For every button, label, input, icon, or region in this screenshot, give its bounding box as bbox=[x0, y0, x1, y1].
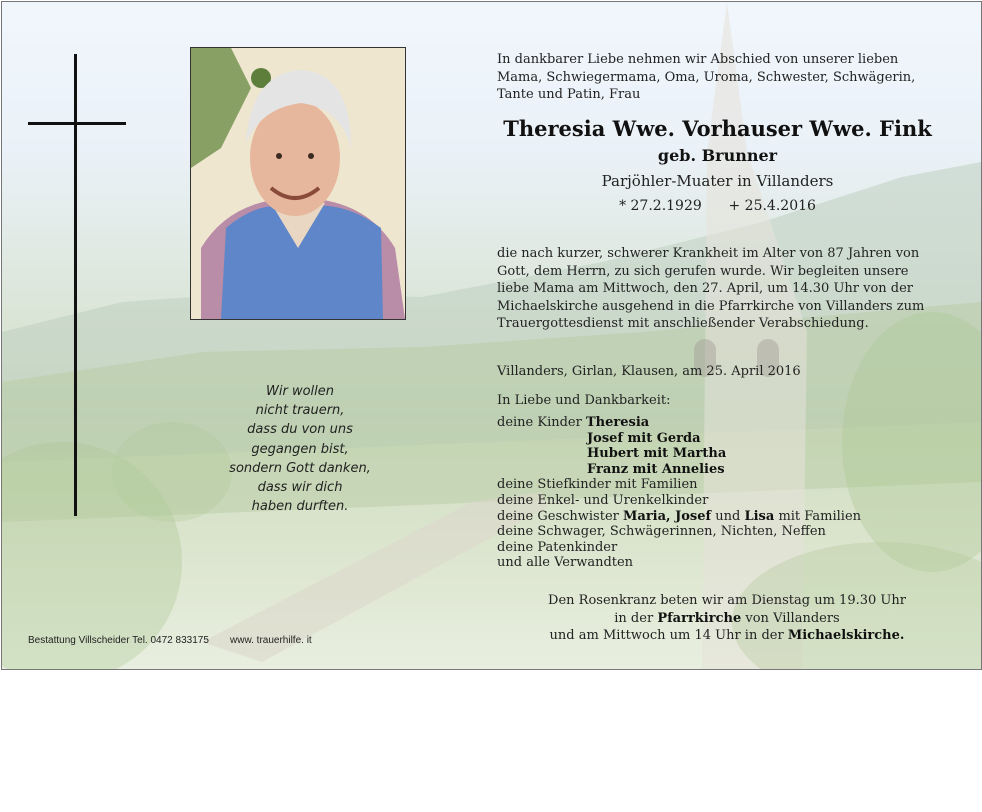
family-children-row bbox=[497, 446, 861, 462]
family-children-row bbox=[497, 462, 861, 478]
rosary-notice: Den Rosenkranz beten wir am Dienstag um 19.30 Uhr in der Pfarrkirche von Villanders und am Mittwoch um 14 Uhr in der Michaelskirche. bbox=[548, 593, 906, 643]
portrait-photo bbox=[190, 47, 406, 320]
family-grandchildren: deine Enkel- und Urenkelkinder bbox=[497, 492, 709, 508]
child-name: Hubert mit Martha bbox=[587, 446, 727, 462]
life-dates: * 27.2.1929 + 25.4.2016 bbox=[619, 198, 816, 214]
child-name: Franz mit Annelies bbox=[587, 461, 725, 477]
family-siblings: deine Geschwister Maria, Josef und Lisa mit Familien bbox=[497, 508, 862, 524]
in-liebe-heading: In Liebe und Dankbarkeit: bbox=[497, 393, 671, 408]
place-date: Villanders, Girlan, Klausen, am 25. April 2016 bbox=[497, 364, 801, 379]
poem-line: gegangen bist, bbox=[251, 441, 349, 457]
poem-line: sondern Gott danken, bbox=[229, 460, 371, 476]
family-children-row: deine Kinder Theresia bbox=[497, 415, 650, 430]
undertaker-contact: Bestattung Villscheider Tel. 0472 833175 bbox=[28, 635, 209, 646]
family-godchildren: deine Patenkinder bbox=[497, 539, 618, 555]
birth-name: geb. Brunner bbox=[657, 146, 778, 165]
poem-line: haben durften. bbox=[251, 499, 349, 515]
poem bbox=[190, 382, 410, 516]
announcement-text: die nach kurzer, schwerer Krankheit im Alter von 87 Jahren von Gott, dem Herrn, zu sich gerufen wurde. Wir begleiten unsere liebe Mama am Mittwoch, den 27. April, um 14.30 Uhr von der Michaelskirche ausgehend in die Pfarrkirche von Villanders zum Trauergottesdienst mit anschließender Verabschiedung. bbox=[497, 246, 925, 331]
family-inlaws: deine Schwager, Schwägerinnen, Nichten, Neffen bbox=[497, 524, 826, 540]
intro-text: In dankbarer Liebe nehmen wir Abschied von unserer lieben Mama, Schwiegermama, Oma, Uroma, Schwester, Schwägerin, Tante und Patin, Frau bbox=[497, 52, 916, 102]
website-link[interactable]: www. trauerhilfe. it bbox=[230, 635, 312, 646]
poem-line: Wir wollen bbox=[266, 384, 334, 399]
family-relatives: und alle Verwandten bbox=[497, 555, 634, 571]
child-name: Josef mit Gerda bbox=[587, 430, 701, 446]
poem-line: nicht trauern, bbox=[255, 403, 345, 419]
child-name: Theresia bbox=[585, 415, 650, 430]
deceased-title: Parjöhler-Muater in Villanders bbox=[601, 172, 834, 190]
family-list bbox=[497, 415, 861, 571]
portrait-illustration bbox=[191, 48, 405, 319]
cross-horizontal bbox=[28, 122, 126, 125]
deceased-name: Theresia Wwe. Vorhauser Wwe. Fink bbox=[503, 116, 932, 141]
family-stepchildren: deine Stiefkinder mit Familien bbox=[497, 477, 698, 493]
poem-line: dass du von uns bbox=[247, 422, 353, 438]
family-children-row bbox=[497, 431, 861, 447]
poem-line: dass wir dich bbox=[257, 480, 343, 496]
